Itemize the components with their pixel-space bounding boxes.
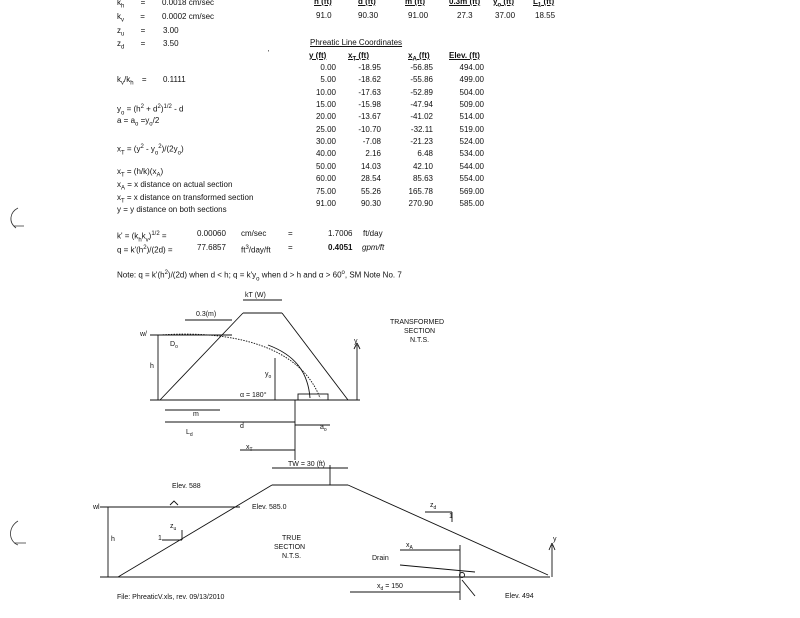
phreatic-cell: 544.00 [459,161,484,171]
phreatic-cell: 30.00 [315,137,336,147]
svg-text:zu: $z_u$ [170,523,177,532]
true-h-label: h [111,536,115,543]
zu-value: 3.00 [163,26,179,35]
drain-box [298,394,328,400]
tick-mark: ' [268,50,270,57]
elev-leader [462,580,475,596]
geo-header-h: h (ft) [314,0,332,6]
phreatic-cell: 28.54 [360,174,381,184]
phreatic-col-elev: Elev. (ft) [449,51,480,60]
ao-label: a [320,424,324,431]
xt-label: x [246,444,250,451]
phreatic-cell: 15.00 [315,100,336,110]
q-unit2: gpm/ft [362,243,385,252]
zd-value: 3.50 [163,39,179,48]
phreatic-cell: 509.00 [459,100,484,110]
geo-value-h: 91.0 [316,11,332,20]
phreatic-col-xa: $x_A$ (ft) [408,51,430,63]
transformed-title-2: SECTION [404,328,436,335]
phreatic-cell: -55.86 [410,75,433,85]
phreatic-cell: 14.03 [360,161,381,171]
phreatic-line [160,334,320,398]
phreatic-cell: -41.02 [410,112,433,122]
one-left: 1 [158,535,162,542]
drain-leader [400,565,475,572]
downstream-slope [282,313,348,400]
phreatic-cell: 50.00 [315,161,336,171]
h-label: h [150,363,154,370]
phreatic-cell: 60.00 [315,174,336,184]
svg-text:xd = 150: $x_d = 150$ [377,583,403,592]
phreatic-cell: 514.00 [459,112,484,122]
geo-header-d: d (ft) [358,0,376,6]
phreatic-cell: -32.11 [410,124,433,134]
m-label: m [193,411,199,418]
phreatic-title: Phreatic Line Coordinates [310,38,403,47]
yo-label: $y_o$ [265,371,272,380]
definition-xt: $x_T = x$ distance on transformed section [117,193,254,205]
note: Note: $q = k'(h^2)/(2d)$ when d < h; $q = k'y_o$ when d > h and $\alpha > 60^o$, SM Note No. 7 [117,270,402,283]
geo-value-03m: 27.3 [457,11,473,20]
w-label: w/ [140,331,147,338]
geo-header-yo: $y_o$ (ft) [493,0,515,9]
kv-value: 0.0002 cm/sec [162,12,215,21]
phreatic-cell: 85.63 [412,174,433,184]
phreatic-cell: 55.26 [360,186,381,196]
phreatic-cell: 504.00 [459,87,484,97]
phreatic-cell: 90.30 [360,198,381,208]
true-y-axis-label: y [553,536,557,543]
formula-xt: $x_T = (y^2 - y_o^2)/(2y_o)$ [117,144,184,157]
definition-xa: $x_A = x$ distance on actual section [117,180,233,192]
svg-text:ao: $a_o$ [320,424,327,433]
formula-yo: $y_o = (h^2 + d^2)^{1/2} - d$ [117,104,184,117]
phreatic-cell: 585.00 [459,198,484,208]
phreatic-cell: 10.00 [315,87,336,97]
kprime-eq2: = [288,229,293,238]
geo-value-yo: 37.00 [495,11,516,20]
svg-text:xT: $x_T$ [246,444,253,453]
phreatic-cell: -17.63 [358,87,381,97]
result-kprime: $k' = (k_hk_v)^{1/2}$ = [117,231,167,244]
svg-text:Ld: $L_d$ [186,429,193,438]
file-footer: File: PhreaticV.xls, rev. 09/13/2010 [117,594,225,601]
water-triangle [170,501,178,505]
xd-label: x [377,583,381,590]
true-title-2: SECTION [274,544,306,551]
zd-label: z [430,502,434,509]
transformed-top-label: kT (W) [245,292,266,299]
q-value2: 0.4051 [328,243,353,252]
phreatic-cell: 270.90 [408,198,433,208]
do-label: $D_o$ [170,341,178,350]
formula-a: $a = a_o =y_o/2$ [117,116,160,128]
phreatic-cell: 40.00 [315,149,336,159]
geo-header-m: m (ft) [405,0,425,6]
elev-top-label: Elev. 588 [172,483,201,490]
geo-value-d: 90.30 [358,11,379,20]
phreatic-cell: 519.00 [459,124,484,134]
phreatic-cell: 0.00 [320,63,336,72]
phreatic-cell: 165.78 [408,186,433,196]
geo-value-m: 91.00 [408,11,429,20]
kprime-value: 0.00060 [197,229,226,238]
phreatic-cell: 494.00 [459,63,484,72]
kh-value: 0.0018 cm/sec [162,0,215,7]
phreatic-cell: 554.00 [459,174,484,184]
zu-label: z [170,523,174,530]
wl-label: wl [93,504,100,511]
kv-kh-ratio: $k_v/k_h$ = [117,75,147,87]
one-right: 1 [449,513,453,520]
transformed-title-3: N.T.S. [410,337,430,344]
phreatic-cell: 91.00 [315,198,336,208]
kv-param: $k_v$ = [117,12,145,24]
phreatic-cell: 499.00 [459,75,484,85]
svg-text:xA: $x_A$ [406,542,413,551]
phreatic-cell: -21.23 [410,137,433,147]
phreatic-col-xt: $x_T$ (ft) [348,51,370,63]
drain-label: Drain [372,555,389,562]
kprime-unit: cm/sec [241,229,267,238]
phreatic-cell: -10.70 [358,124,381,134]
ratio-value: 0.1111 [163,75,186,84]
phreatic-cell: -18.62 [358,75,381,85]
transformed-title-1: TRANSFORMED [390,319,445,326]
phreatic-cell: 20.00 [315,112,336,122]
upstream-slope [160,313,243,400]
elev-bottom-label: Elev. 494 [505,593,534,600]
l-label: L [186,429,190,436]
formula-xa: $x_T = (h/k)(x_A)$ [117,167,164,179]
phreatic-cell: 6.48 [417,149,433,159]
phreatic-cell: -18.95 [358,63,381,72]
phreatic-cell: -56.85 [410,63,433,72]
q-eq2: = [288,243,293,252]
transformed-y-axis-label: y [354,338,358,345]
phreatic-cell: 5.00 [320,75,336,85]
phreatic-cell: -13.67 [358,112,381,122]
kprime-unit2: ft/day [363,229,383,238]
phreatic-col-y: y (ft) [309,51,327,60]
phreatic-cell: 42.10 [412,161,433,171]
phreatic-cell: -52.89 [410,87,433,97]
geo-header-03m: 0.3m (ft) [449,0,481,6]
phreatic-cell: 75.00 [315,186,336,196]
zu-param: $z_u$ = [117,26,146,38]
tw-label: TW = 30 (ft) [288,461,326,468]
phreatic-cell: -15.98 [358,100,381,110]
phreatic-cell: 524.00 [459,137,484,147]
phreatic-cell: 534.00 [459,149,484,159]
geo-header-l1: $L_1$ (ft) [533,0,555,9]
q-value: 77.6857 [197,243,226,252]
q-unit: $ft^3/day/ft$ [241,245,271,255]
phreatic-cell: 2.16 [365,149,381,159]
kh-param: $k_h$ = [117,0,146,10]
true-upstream-slope [118,485,272,577]
true-title-3: N.T.S. [282,553,302,560]
d-label: d [240,423,244,430]
true-title-1: TRUE [282,535,302,542]
svg-text:zd: $z_d$ [430,502,437,511]
offset-label: 0.3(m) [196,311,217,318]
phreatic-cell: 569.00 [459,186,484,196]
phreatic-cell: 25.00 [315,124,336,134]
elev-water-label: Elev. 585.0 [252,504,287,511]
zd-param: $z_d$ = [117,39,146,51]
definition-y: y = y distance on both sections [117,205,227,214]
geo-value-l1: 18.55 [535,11,556,20]
alpha-label: α = 180° [240,392,267,399]
phreatic-cell: -7.08 [362,137,381,147]
xa-label: x [406,542,410,549]
kprime-value2: 1.7006 [328,229,353,238]
phreatic-cell: -47.94 [410,100,433,110]
result-q: $q = k'(h^2)/(2d)$ = [117,245,173,255]
